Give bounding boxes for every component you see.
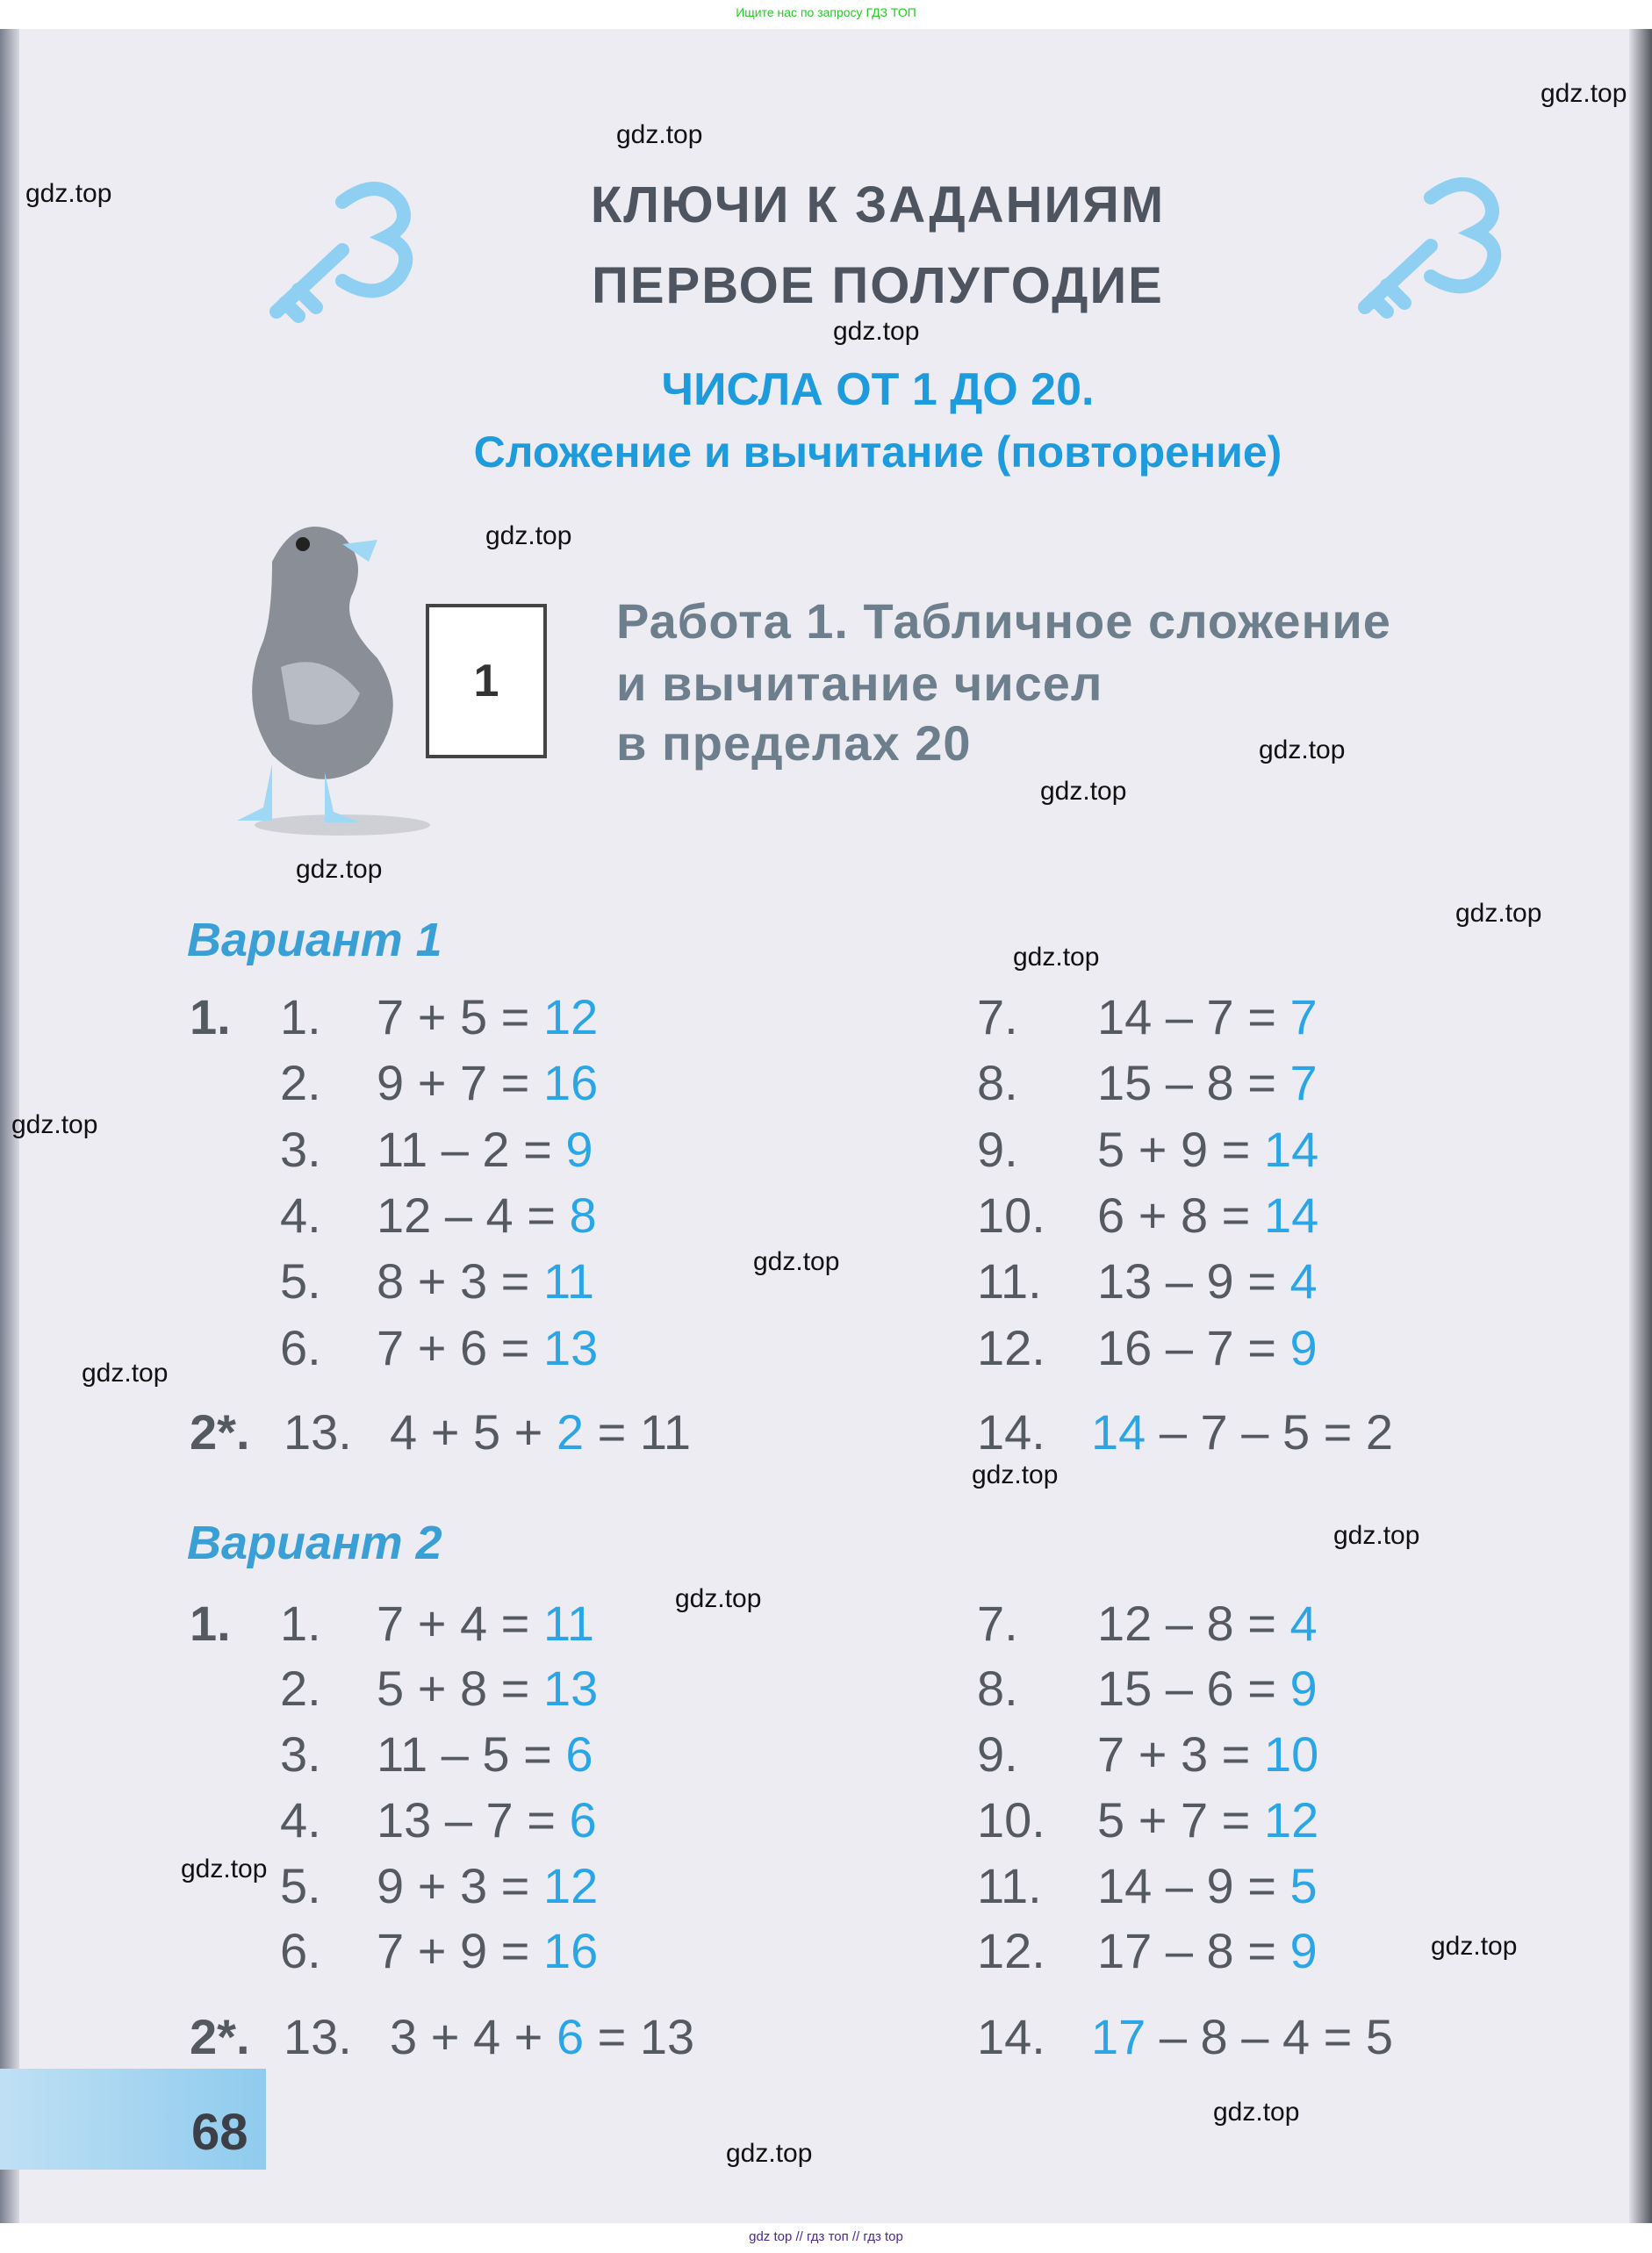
expression-text: 4 + 5 + — [390, 1404, 557, 1460]
expression — [1097, 1922, 1318, 1979]
expression — [377, 1595, 594, 1652]
task-2-label: 2*. — [190, 1404, 250, 1460]
variant-title: Вариант 1 — [187, 914, 442, 966]
watermark-text: gdz.top — [296, 855, 383, 884]
expression — [1091, 1403, 1393, 1460]
item-number: 7. — [977, 989, 1018, 1044]
variant-title: Вариант 2 — [187, 1517, 442, 1569]
item-number: 13. — [284, 2009, 352, 2064]
work-title-line-3: в пределах 20 — [616, 715, 972, 771]
page-number: 68 — [191, 2104, 248, 2161]
expression-text: 7 + 5 = — [377, 989, 543, 1044]
item-number: 5. — [280, 1253, 321, 1309]
expression — [377, 1121, 593, 1178]
answer-value: 4 — [1289, 1596, 1318, 1651]
answer-value: 17 — [1091, 2009, 1146, 2064]
answer-value: 4 — [1289, 1253, 1318, 1309]
item-number: 2. — [280, 1661, 321, 1716]
item-number: 3. — [280, 1726, 321, 1782]
expression — [1097, 1054, 1318, 1111]
expression-text: 15 – 6 = — [1097, 1661, 1290, 1716]
expression-text: 12 – 8 = — [1097, 1596, 1290, 1651]
task-2-label: 2*. — [190, 2009, 250, 2064]
watermark-text: gdz.top — [1455, 899, 1542, 928]
expression — [377, 1922, 598, 1979]
expression — [1097, 1660, 1318, 1717]
title-line-1: КЛЮЧИ К ЗАДАНИЯМ — [590, 176, 1166, 233]
page-edge-right — [1629, 29, 1652, 2223]
expression-text: 9 + 3 = — [377, 1858, 543, 1913]
work-title-line-2: и вычитание чисел — [616, 656, 1103, 711]
item-number: 14. — [977, 2009, 1045, 2064]
answer-value: 9 — [1289, 1923, 1318, 1978]
watermark-text: gdz.top — [181, 1855, 268, 1883]
answer-value: 12 — [1263, 1792, 1319, 1848]
answer-value: 10 — [1263, 1726, 1319, 1782]
answer-value: 7 — [1289, 989, 1318, 1044]
answer-value: 8 — [569, 1187, 597, 1243]
expression-text: 3 + 4 + — [390, 2009, 557, 2064]
answer-value: 6 — [569, 1792, 597, 1848]
expression-text: 7 + 4 = — [377, 1596, 543, 1651]
item-number: 8. — [977, 1661, 1018, 1716]
watermark-text: gdz.top — [1040, 777, 1127, 806]
expression-text: 5 + 7 = — [1097, 1792, 1264, 1848]
watermark-text: gdz.top — [726, 2139, 813, 2168]
watermark-text: gdz.top — [753, 1247, 840, 1276]
item-number: 1. — [280, 989, 321, 1044]
watermark-text: gdz.top — [1333, 1521, 1420, 1550]
expression — [1097, 1857, 1318, 1914]
expression — [377, 1319, 598, 1376]
expression-text: 16 – 7 = — [1097, 1320, 1290, 1375]
expression-text: = 13 — [584, 2009, 695, 2064]
expression-text: 6 + 8 = — [1097, 1187, 1264, 1243]
item-number: 12. — [977, 1320, 1045, 1375]
top-banner[interactable]: Ищите нас по запросу ГДЗ ТОП — [736, 5, 916, 19]
answer-value: 6 — [556, 2009, 585, 2064]
watermark-text: gdz.top — [972, 1460, 1059, 1489]
expression — [377, 1660, 598, 1717]
expression — [377, 1791, 597, 1848]
expression — [377, 1187, 597, 1244]
expression-text: 8 + 3 = — [377, 1253, 543, 1309]
item-number: 14. — [977, 1404, 1045, 1460]
expression — [377, 1054, 598, 1111]
task-1-label: 1. — [190, 1596, 231, 1651]
answer-value: 9 — [1289, 1320, 1318, 1375]
expression-text: 11 – 5 = — [377, 1726, 566, 1782]
item-number: 10. — [977, 1187, 1045, 1243]
item-number: 4. — [280, 1792, 321, 1848]
expression — [1091, 2008, 1393, 2065]
answer-value: 14 — [1263, 1122, 1319, 1177]
answer-value: 14 — [1091, 1404, 1146, 1460]
answer-value: 14 — [1263, 1187, 1319, 1243]
expression — [377, 1857, 598, 1914]
expression — [1097, 1791, 1318, 1848]
expression — [1097, 1252, 1318, 1309]
work-number-box: 1 — [426, 604, 547, 758]
answer-value: 16 — [542, 1923, 599, 1978]
answer-value: 11 — [542, 1596, 595, 1651]
expression-text: 5 + 8 = — [377, 1661, 543, 1716]
expression-text: – 7 – 5 = 2 — [1146, 1404, 1394, 1460]
task-1-label: 1. — [190, 989, 231, 1044]
answer-value: 12 — [542, 989, 599, 1044]
answer-value: 9 — [565, 1122, 593, 1177]
expression-text: 9 + 7 = — [377, 1055, 543, 1110]
watermark-text: gdz.top — [11, 1110, 98, 1139]
item-number: 8. — [977, 1055, 1018, 1110]
item-number: 4. — [280, 1187, 321, 1243]
expression — [1097, 988, 1318, 1045]
expression-text: 11 – 2 = — [377, 1122, 566, 1177]
item-number: 7. — [977, 1596, 1018, 1651]
expression-text: – 8 – 4 = 5 — [1146, 2009, 1394, 2064]
answer-value: 13 — [542, 1661, 599, 1716]
expression-text: 12 – 4 = — [377, 1187, 570, 1243]
item-number: 6. — [280, 1923, 321, 1978]
section-heading: ЧИСЛА ОТ 1 ДО 20. — [661, 364, 1095, 415]
expression — [390, 1403, 691, 1460]
watermark-text: gdz.top — [1431, 1932, 1518, 1961]
item-number: 9. — [977, 1726, 1018, 1782]
answer-value: 5 — [1289, 1858, 1318, 1913]
expression — [377, 1726, 593, 1783]
item-number: 11. — [977, 1253, 1042, 1309]
expression-text: 14 – 9 = — [1097, 1858, 1290, 1913]
watermark-text: gdz.top — [485, 521, 572, 550]
expression-text: 5 + 9 = — [1097, 1122, 1264, 1177]
answer-value: 2 — [556, 1404, 585, 1460]
item-number: 12. — [977, 1923, 1045, 1978]
item-number: 13. — [284, 1404, 352, 1460]
expression — [377, 988, 598, 1045]
item-number: 9. — [977, 1122, 1018, 1177]
expression-text: 7 + 6 = — [377, 1320, 543, 1375]
answer-value: 6 — [565, 1726, 593, 1782]
title-line-2: ПЕРВОЕ ПОЛУГОДИЕ — [592, 257, 1164, 314]
watermark-text: gdz.top — [833, 317, 920, 346]
item-number: 3. — [280, 1122, 321, 1177]
answer-value: 11 — [542, 1253, 595, 1309]
expression-text: 17 – 8 = — [1097, 1923, 1290, 1978]
watermark-text: gdz.top — [675, 1584, 762, 1613]
answer-value: 12 — [542, 1858, 599, 1913]
watermark-text: gdz.top — [82, 1359, 169, 1388]
duck-illustration — [211, 509, 439, 838]
expression-text: 13 – 9 = — [1097, 1253, 1290, 1309]
expression — [377, 1252, 594, 1309]
expression — [1097, 1595, 1318, 1652]
expression — [1097, 1121, 1318, 1178]
item-number: 1. — [280, 1596, 321, 1651]
watermark-text: gdz.top — [25, 179, 112, 208]
expression — [1097, 1726, 1318, 1783]
watermark-text: gdz.top — [1541, 79, 1627, 108]
expression-text: 14 – 7 = — [1097, 989, 1290, 1044]
answer-value: 13 — [542, 1320, 599, 1375]
textbook-page — [0, 29, 1652, 2223]
expression — [390, 2008, 694, 2065]
watermark-text: gdz.top — [1259, 735, 1346, 764]
expression-text: 15 – 8 = — [1097, 1055, 1290, 1110]
subsection-heading: Сложение и вычитание (повторение) — [473, 427, 1282, 477]
item-number: 5. — [280, 1858, 321, 1913]
watermark-text: gdz.top — [1213, 2098, 1300, 2127]
answer-value: 7 — [1289, 1055, 1318, 1110]
item-number: 2. — [280, 1055, 321, 1110]
work-title-line-1: Работа 1. Табличное сложение — [616, 593, 1391, 649]
answer-value: 9 — [1289, 1661, 1318, 1716]
expression — [1097, 1319, 1318, 1376]
answer-value: 16 — [542, 1055, 599, 1110]
item-number: 11. — [977, 1858, 1042, 1913]
item-number: 10. — [977, 1792, 1045, 1848]
bottom-banner[interactable]: gdz top // гдз топ // гдз top — [749, 2229, 903, 2244]
expression-text: 7 + 9 = — [377, 1923, 543, 1978]
item-number: 6. — [280, 1320, 321, 1375]
watermark-text: gdz.top — [1013, 943, 1100, 972]
expression-text: = 11 — [584, 1404, 692, 1460]
expression — [1097, 1187, 1318, 1244]
expression-text: 7 + 3 = — [1097, 1726, 1264, 1782]
watermark-text: gdz.top — [616, 120, 703, 149]
expression-text: 13 – 7 = — [377, 1792, 570, 1848]
